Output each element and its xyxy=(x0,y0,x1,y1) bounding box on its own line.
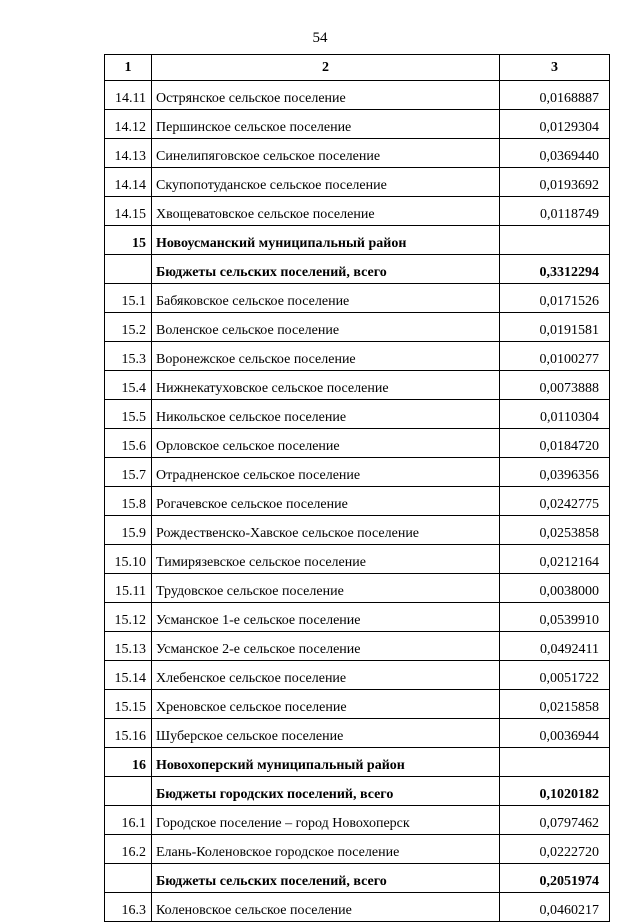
row-number-cell xyxy=(105,777,152,806)
table-row xyxy=(105,603,610,632)
row-name-cell: Коленовское сельское поселение xyxy=(152,893,500,922)
row-name-cell: Бюджеты сельских поселений, всего xyxy=(152,864,500,893)
row-value-cell: 0,0191581 xyxy=(500,313,610,342)
row-number-cell: 15.9 xyxy=(105,516,152,545)
table-header-row xyxy=(105,55,610,81)
row-value-cell: 0,0036944 xyxy=(500,719,610,748)
row-number-cell: 15.7 xyxy=(105,458,152,487)
table-row xyxy=(105,574,610,603)
row-number-cell: 15.15 xyxy=(105,690,152,719)
row-value-cell: 0,0797462 xyxy=(500,806,610,835)
row-name-cell: Усманское 1-е сельское поселение xyxy=(152,603,500,632)
row-number-cell: 16 xyxy=(105,748,152,777)
row-number-cell: 14.15 xyxy=(105,197,152,226)
table-row xyxy=(105,313,610,342)
table-row xyxy=(105,516,610,545)
table-row xyxy=(105,458,610,487)
table-row xyxy=(105,748,610,777)
row-value-cell: 0,0212164 xyxy=(500,545,610,574)
row-value-cell: 0,0539910 xyxy=(500,603,610,632)
row-name-cell: Отрадненское сельское поселение xyxy=(152,458,500,487)
table-row xyxy=(105,690,610,719)
row-value-cell xyxy=(500,226,610,255)
row-number-cell: 15.2 xyxy=(105,313,152,342)
row-number-cell: 15.8 xyxy=(105,487,152,516)
table-row xyxy=(105,777,610,806)
row-value-cell: 0,0242775 xyxy=(500,487,610,516)
row-value-cell: 0,1020182 xyxy=(500,777,610,806)
row-number-cell: 15.6 xyxy=(105,429,152,458)
table-row xyxy=(105,806,610,835)
budget-table xyxy=(104,54,610,922)
table-row xyxy=(105,342,610,371)
row-name-cell: Синелипяговское сельское поселение xyxy=(152,139,500,168)
row-name-cell: Острянское сельское поселение xyxy=(152,81,500,110)
table-body xyxy=(105,81,610,922)
row-number-cell: 15.12 xyxy=(105,603,152,632)
row-number-cell: 15.11 xyxy=(105,574,152,603)
row-number-cell: 16.2 xyxy=(105,835,152,864)
row-number-cell: 15.1 xyxy=(105,284,152,313)
row-number-cell: 15.4 xyxy=(105,371,152,400)
row-value-cell: 0,3312294 xyxy=(500,255,610,284)
row-number-cell: 14.14 xyxy=(105,168,152,197)
row-name-cell: Трудовское сельское поселение xyxy=(152,574,500,603)
row-name-cell: Орловское сельское поселение xyxy=(152,429,500,458)
row-name-cell: Никольское сельское поселение xyxy=(152,400,500,429)
table-row xyxy=(105,139,610,168)
table-row xyxy=(105,81,610,110)
table-row xyxy=(105,197,610,226)
table-row xyxy=(105,487,610,516)
column-header-value: 3 xyxy=(500,55,610,81)
row-number-cell: 14.13 xyxy=(105,139,152,168)
table-row xyxy=(105,864,610,893)
row-name-cell: Тимирязевское сельское поселение xyxy=(152,545,500,574)
row-value-cell: 0,2051974 xyxy=(500,864,610,893)
row-name-cell: Бабяковское сельское поселение xyxy=(152,284,500,313)
row-value-cell: 0,0129304 xyxy=(500,110,610,139)
row-value-cell: 0,0118749 xyxy=(500,197,610,226)
table-row xyxy=(105,168,610,197)
table-row xyxy=(105,284,610,313)
row-number-cell: 15.10 xyxy=(105,545,152,574)
page-number: 54 xyxy=(312,30,328,46)
row-name-cell: Новохоперский муниципальный район xyxy=(152,748,500,777)
row-value-cell: 0,0100277 xyxy=(500,342,610,371)
row-value-cell: 0,0184720 xyxy=(500,429,610,458)
row-name-cell: Рогачевское сельское поселение xyxy=(152,487,500,516)
row-value-cell: 0,0038000 xyxy=(500,574,610,603)
row-number-cell xyxy=(105,864,152,893)
column-header-number: 1 xyxy=(105,55,152,81)
row-value-cell: 0,0492411 xyxy=(500,632,610,661)
row-value-cell: 0,0110304 xyxy=(500,400,610,429)
table-row xyxy=(105,719,610,748)
row-value-cell: 0,0193692 xyxy=(500,168,610,197)
table-row xyxy=(105,255,610,284)
row-value-cell: 0,0215858 xyxy=(500,690,610,719)
row-number-cell: 15 xyxy=(105,226,152,255)
row-number-cell xyxy=(105,255,152,284)
table-row xyxy=(105,545,610,574)
table-row xyxy=(105,893,610,922)
row-name-cell: Воленское сельское поселение xyxy=(152,313,500,342)
row-name-cell: Нижнекатуховское сельское поселение xyxy=(152,371,500,400)
table-row xyxy=(105,226,610,255)
row-name-cell: Усманское 2-е сельское поселение xyxy=(152,632,500,661)
table-row xyxy=(105,429,610,458)
row-name-cell: Елань-Коленовское городское поселение xyxy=(152,835,500,864)
row-value-cell: 0,0369440 xyxy=(500,139,610,168)
row-value-cell xyxy=(500,748,610,777)
table-row xyxy=(105,632,610,661)
row-value-cell: 0,0073888 xyxy=(500,371,610,400)
row-name-cell: Рождественско-Хавское сельское поселение xyxy=(152,516,500,545)
row-value-cell: 0,0253858 xyxy=(500,516,610,545)
row-name-cell: Хреновское сельское поселение xyxy=(152,690,500,719)
row-number-cell: 15.14 xyxy=(105,661,152,690)
row-number-cell: 16.1 xyxy=(105,806,152,835)
row-value-cell: 0,0460217 xyxy=(500,893,610,922)
row-name-cell: Першинское сельское поселение xyxy=(152,110,500,139)
table-row xyxy=(105,400,610,429)
row-number-cell: 14.11 xyxy=(105,81,152,110)
row-value-cell: 0,0396356 xyxy=(500,458,610,487)
row-name-cell: Городское поселение – город Новохоперск xyxy=(152,806,500,835)
row-number-cell: 14.12 xyxy=(105,110,152,139)
table-row xyxy=(105,835,610,864)
column-header-name: 2 xyxy=(152,55,500,81)
table-row xyxy=(105,110,610,139)
row-value-cell: 0,0171526 xyxy=(500,284,610,313)
row-name-cell: Бюджеты сельских поселений, всего xyxy=(152,255,500,284)
row-number-cell: 15.5 xyxy=(105,400,152,429)
row-value-cell: 0,0168887 xyxy=(500,81,610,110)
row-value-cell: 0,0051722 xyxy=(500,661,610,690)
row-value-cell: 0,0222720 xyxy=(500,835,610,864)
table-row xyxy=(105,371,610,400)
row-name-cell: Бюджеты городских поселений, всего xyxy=(152,777,500,806)
row-name-cell: Хлебенское сельское поселение xyxy=(152,661,500,690)
row-name-cell: Скупопотуданское сельское поселение xyxy=(152,168,500,197)
row-name-cell: Шуберское сельское поселение xyxy=(152,719,500,748)
row-number-cell: 16.3 xyxy=(105,893,152,922)
row-number-cell: 15.13 xyxy=(105,632,152,661)
row-name-cell: Новоусманский муниципальный район xyxy=(152,226,500,255)
row-name-cell: Хвощеватовское сельское поселение xyxy=(152,197,500,226)
row-number-cell: 15.3 xyxy=(105,342,152,371)
row-number-cell: 15.16 xyxy=(105,719,152,748)
row-name-cell: Воронежское сельское поселение xyxy=(152,342,500,371)
table-row xyxy=(105,661,610,690)
